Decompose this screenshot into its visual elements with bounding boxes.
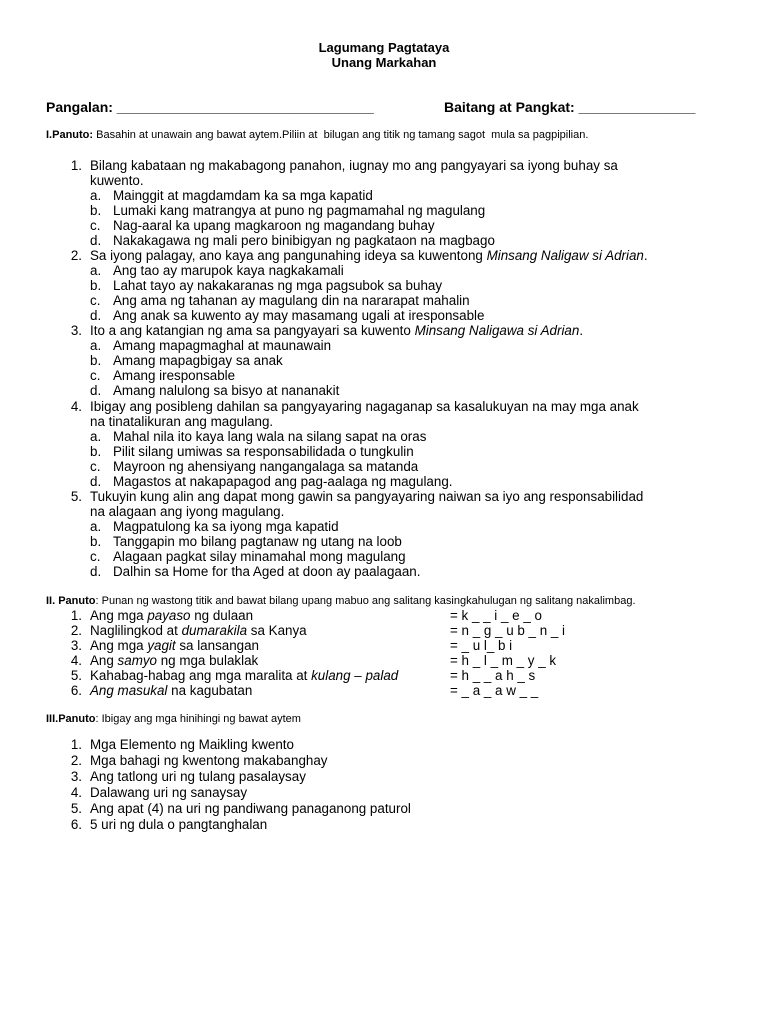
choice-letter: d. [90, 233, 102, 248]
choice-text[interactable]: Magpatulong ka sa iyong mga kapatid [113, 519, 339, 534]
sentence [90, 608, 253, 623]
choice-letter: c. [90, 293, 101, 308]
choice-letter: d. [90, 383, 102, 398]
part1-instruction [46, 129, 588, 141]
choice-letter: c. [90, 368, 101, 383]
choice-text[interactable]: Ang ama ng tahanan ay magulang din na nararapat mahalin [113, 293, 470, 308]
choice-text[interactable]: Lumaki kang matrangya at puno ng pagmamahal ng magulang [113, 203, 486, 218]
choice-letter: d. [90, 308, 102, 323]
item-number: 2. [70, 753, 82, 768]
choice-letter: b. [90, 203, 102, 218]
choice-text[interactable]: Amang mapagbigay sa anak [113, 353, 283, 368]
choice-letter: a. [90, 188, 102, 203]
item-number: 6. [70, 683, 82, 698]
question-number: 4. [70, 399, 82, 414]
item-number: 2. [70, 623, 82, 638]
document-subtitle: Unang Markahan [331, 55, 437, 70]
question-text: Ibigay ang posibleng dahilan sa pangyayaring nagaganap sa kasalukuyan na may mga anak [90, 399, 639, 414]
item-number: 4. [70, 653, 82, 668]
question-number: 3. [70, 323, 82, 338]
question-text: Tukuyin kung alin ang dapat mong gawin sa pangyayaring naiwan sa iyo ang responsabilidad [90, 489, 644, 504]
story-title: Minsang Naligawa si Adrian [414, 323, 580, 338]
choice-letter: c. [90, 218, 101, 233]
sentence [90, 638, 259, 653]
question-text-cont: kuwento. [90, 173, 144, 188]
choice-text[interactable]: Pilit silang umiwas sa responsabilidada o tungkulin [113, 444, 414, 459]
question-number: 1. [70, 158, 82, 173]
question-text: Bilang kabataan ng makabagong panahon, iugnay mo ang pangyayari sa iyong buhay sa [90, 158, 618, 173]
sentence [90, 623, 307, 638]
choice-text[interactable]: Mainggit at magdamdam ka sa mga kapatid [113, 188, 373, 203]
target-word: dumarakila [181, 623, 248, 638]
story-title: Minsang Naligaw si Adrian [486, 248, 644, 263]
part1-instruction-text: Basahin at unawain ang bawat aytem.Piliin at bilugan ang titik ng tamang sagot mula sa pagpipilian. [93, 129, 589, 141]
letter-blank-answer[interactable]: = _ u l_ b i [450, 638, 513, 653]
sentence [90, 653, 258, 668]
question-text-post: . [579, 323, 584, 338]
sentence-post: sa Kanya [247, 623, 307, 638]
document-title: Lagumang Pagtataya [318, 40, 450, 55]
choice-text[interactable]: Ang anak sa kuwento ay may masamang ugali at iresponsable [113, 308, 485, 323]
sentence-post: na kagubatan [167, 683, 253, 698]
choice-letter: b. [90, 444, 102, 459]
sentence [90, 668, 398, 683]
item-number: 1. [70, 608, 82, 623]
list-item: Mga bahagi ng kwentong makabanghay [90, 753, 328, 768]
choice-text[interactable]: Alagaan pagkat silay minamahal mong magulang [113, 549, 406, 564]
question-text-cont: na tinatalikuran ang magulang. [90, 414, 274, 429]
list-item: 5 uri ng dula o pangtanghalan [90, 817, 268, 832]
choice-text[interactable]: Amang mapagmaghal at maunawain [113, 338, 332, 353]
question-text-cont: na alagaan ang iyong magulang. [90, 504, 285, 519]
sentence-pre: Ang mga [90, 638, 148, 653]
item-number: 6. [70, 817, 82, 832]
choice-text[interactable]: Amang iresponsable [113, 368, 236, 383]
target-word: Ang masukal [90, 683, 168, 698]
part1-label: I.Panuto: [46, 129, 94, 141]
letter-blank-answer[interactable]: = k _ _ i _ e _ o [450, 608, 542, 623]
choice-text[interactable]: Lahat tayo ay nakakaranas ng mga pagsubok sa buhay [113, 278, 443, 293]
list-item: Mga Elemento ng Maikling kwento [90, 737, 294, 752]
question-text-post: . [643, 248, 648, 263]
sentence [90, 683, 252, 698]
letter-blank-answer[interactable]: = h _ l _ m _ y _ k [450, 653, 557, 668]
choice-letter: d. [90, 564, 102, 579]
part3-label: III.Panuto [46, 713, 96, 725]
choice-letter: a. [90, 263, 102, 278]
choice-text[interactable]: Mayroon ng ahensiyang nangangalaga sa matanda [113, 459, 419, 474]
part2-instruction [46, 595, 636, 607]
grade-section-field[interactable]: Baitang at Pangkat: _______________ [444, 99, 696, 115]
choice-letter: c. [90, 549, 101, 564]
question-number: 2. [70, 248, 82, 263]
question-text [90, 248, 648, 263]
target-word: kulang – palad [311, 668, 399, 683]
question-text-pre: Ito a ang katangian ng ama sa pangyayari sa kuwento [90, 323, 415, 338]
choice-text[interactable]: Magastos at nakapapagod ang pag-aalaga ng magulang. [113, 474, 453, 489]
list-item: Dalawang uri ng sanaysay [90, 785, 248, 800]
item-number: 5. [70, 668, 82, 683]
choice-letter: a. [90, 429, 102, 444]
choice-text[interactable]: Mahal nila ito kaya lang wala na silang sapat na oras [113, 429, 427, 444]
letter-blank-answer[interactable]: = _ a _ a w _ _ [450, 683, 539, 698]
choice-text[interactable]: Amang nalulong sa bisyo at nananakit [113, 383, 340, 398]
letter-blank-answer[interactable]: = n _ g _ u b _ n _ i [450, 623, 566, 638]
list-item: Ang tatlong uri ng tulang pasalaysay [90, 769, 306, 784]
item-number: 5. [70, 801, 82, 816]
choice-text[interactable]: Nakakagawa ng mali pero binibigyan ng pagkataon na magbago [113, 233, 495, 248]
choice-letter: b. [90, 353, 102, 368]
target-word: payaso [147, 608, 191, 623]
list-item: Ang apat (4) na uri ng pandiwang panaganong paturol [90, 801, 411, 816]
part2-label: II. Panuto [46, 595, 96, 607]
choice-text[interactable]: Dalhin sa Home for tha Aged at doon ay paalagaan. [113, 564, 421, 579]
letter-blank-answer[interactable]: = h _ _ a h _ s [450, 668, 536, 683]
choice-text[interactable]: Ang tao ay marupok kaya nagkakamali [113, 263, 344, 278]
sentence-post: ng mga bulaklak [157, 653, 259, 668]
choice-letter: c. [90, 459, 101, 474]
item-number: 1. [70, 737, 82, 752]
choice-letter: b. [90, 278, 102, 293]
item-number: 4. [70, 785, 82, 800]
choice-letter: a. [90, 338, 102, 353]
sentence-pre: Kahabag-habag ang mga maralita at [90, 668, 312, 683]
sentence-post: ng dulaan [190, 608, 254, 623]
name-field[interactable]: Pangalan: _________________________________ [46, 99, 374, 115]
part3-instruction [46, 713, 301, 725]
part2-instruction-text: : Punan ng wastong titik and bawat bilang upang mabuo ang salitang kasingkahulugan ng salitang nakalimbag. [95, 595, 636, 607]
sentence-pre: Ang mga [90, 608, 148, 623]
part3-instruction-text: : Ibigay ang mga hinihingi ng bawat aytem [95, 713, 301, 725]
sentence-pre: Ang [90, 653, 118, 668]
choice-letter: d. [90, 474, 102, 489]
item-number: 3. [70, 638, 82, 653]
question-text-pre: Sa iyong palagay, ano kaya ang pangunahing ideya sa kuwentong [90, 248, 487, 263]
question-text [90, 323, 583, 338]
choice-letter: b. [90, 534, 102, 549]
choice-letter: a. [90, 519, 102, 534]
sentence-post: sa lansangan [175, 638, 260, 653]
sentence-pre: Naglilingkod at [90, 623, 182, 638]
target-word: yagit [147, 638, 176, 653]
item-number: 3. [70, 769, 82, 784]
choice-text[interactable]: Tanggapin mo bilang pagtanaw ng utang na loob [113, 534, 402, 549]
choice-text[interactable]: Nag-aaral ka upang magkaroon ng magandang buhay [113, 218, 435, 233]
question-number: 5. [70, 489, 82, 504]
target-word: samyo [117, 653, 157, 668]
